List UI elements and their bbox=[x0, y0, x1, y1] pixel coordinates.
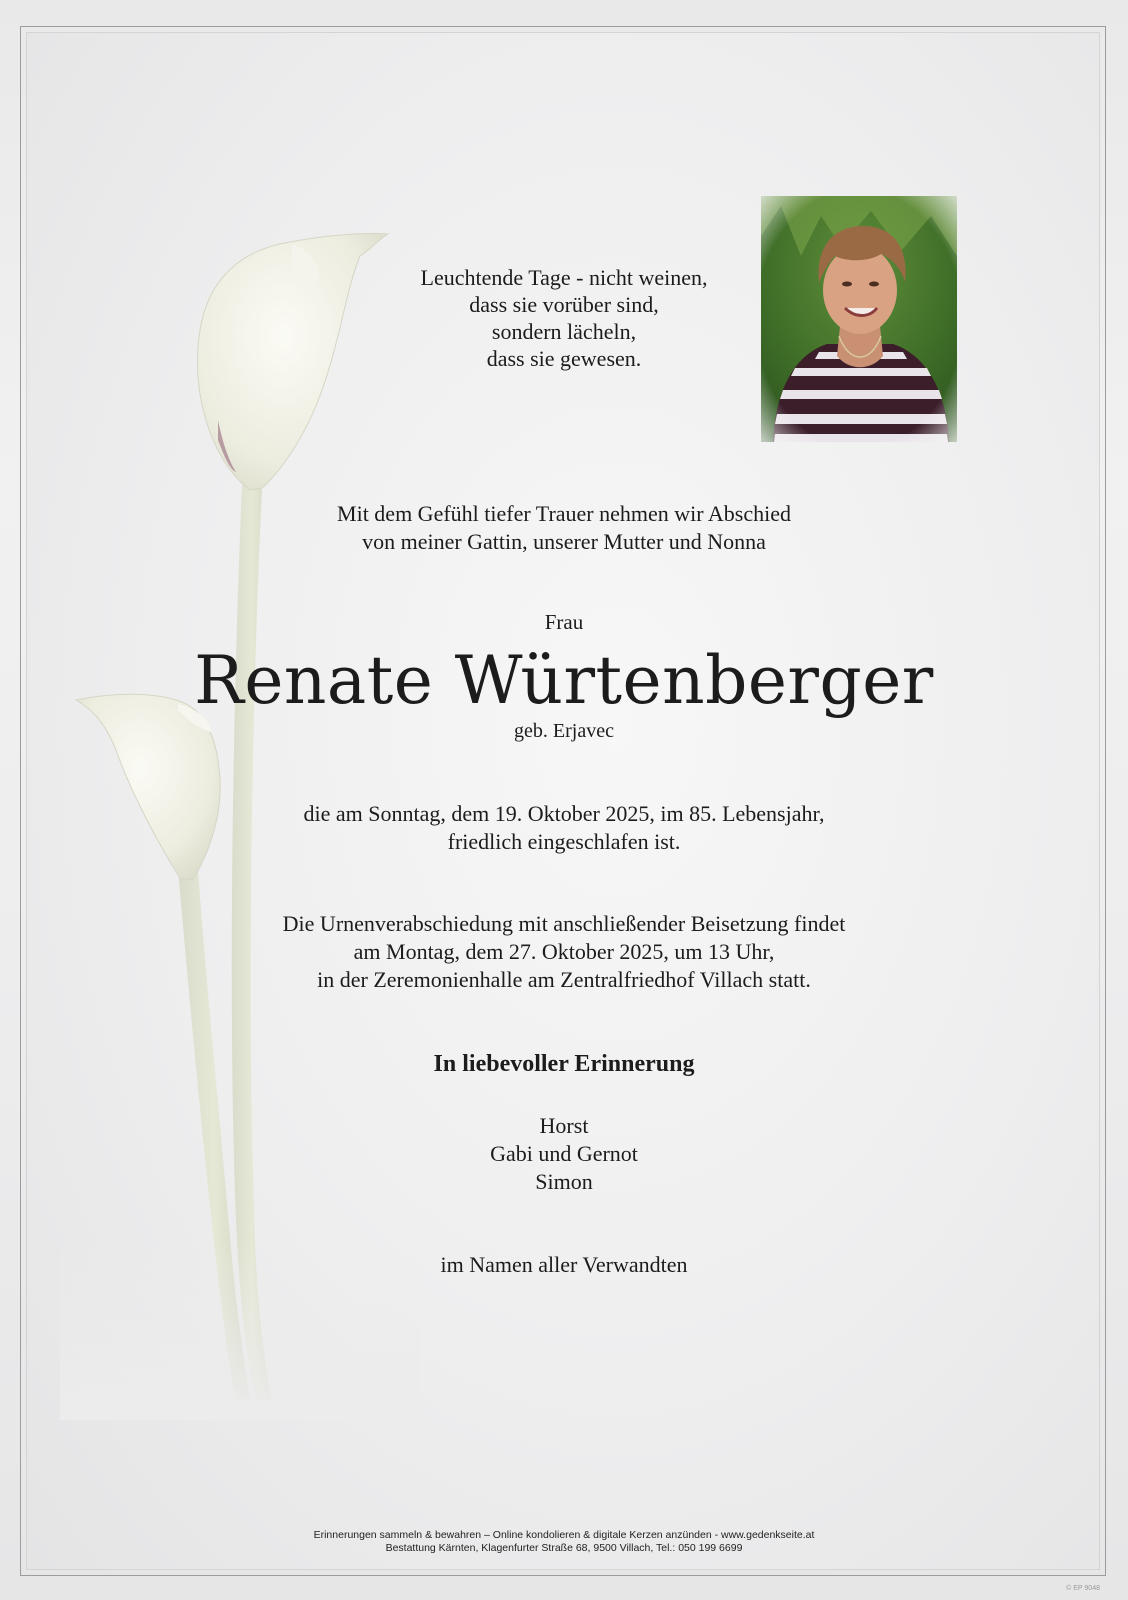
footer bbox=[0, 1529, 1128, 1555]
footer-line: Erinnerungen sammeln & bewahren – Online kondolieren & digitale Kerzen anzünden - www.gedenkseite.at bbox=[313, 1529, 815, 1541]
motto-line: Leuchtende Tage - nicht weinen, bbox=[420, 265, 708, 290]
intro-line: Mit dem Gefühl tiefer Trauer nehmen wir Abschied bbox=[337, 501, 791, 526]
family-list bbox=[0, 1112, 1128, 1196]
motto-line: dass sie gewesen. bbox=[486, 346, 642, 371]
memory-heading: In liebevoller Erinnerung bbox=[433, 1051, 695, 1077]
ceremony-line: Die Urnenverabschiedung mit anschließender Beisetzung findet bbox=[282, 911, 846, 936]
intro-line: von meiner Gattin, unserer Mutter und Nonna bbox=[362, 529, 766, 554]
family-member: Gabi und Gernot bbox=[490, 1141, 638, 1166]
deceased-name: Renate Würtenberger bbox=[194, 642, 934, 719]
motto-line: sondern lächeln, bbox=[491, 319, 637, 344]
ceremony-line: in der Zeremonienhalle am Zentralfriedhof Villach statt. bbox=[317, 967, 811, 992]
motto-line: dass sie vorüber sind, bbox=[469, 292, 659, 317]
motto bbox=[0, 264, 1128, 372]
print-code: © EP 9048 bbox=[1066, 1585, 1100, 1592]
ceremony-info bbox=[0, 910, 1128, 994]
ceremony-line: am Montag, dem 27. Oktober 2025, um 13 Uhr, bbox=[353, 939, 775, 964]
death-line: die am Sonntag, dem 19. Oktober 2025, im 85. Lebensjahr, bbox=[303, 801, 825, 826]
title-label: Frau bbox=[544, 610, 584, 634]
family-member: Horst bbox=[539, 1113, 589, 1138]
intro-text bbox=[0, 500, 1128, 556]
birth-name: geb. Erjavec bbox=[514, 720, 614, 742]
death-info bbox=[0, 800, 1128, 856]
death-line: friedlich eingeschlafen ist. bbox=[447, 829, 681, 854]
relatives-note: im Namen aller Verwandten bbox=[440, 1252, 688, 1277]
family-member: Simon bbox=[535, 1169, 593, 1194]
footer-line: Bestattung Kärnten, Klagenfurter Straße 68, 9500 Villach, Tel.: 050 199 6699 bbox=[385, 1542, 743, 1554]
